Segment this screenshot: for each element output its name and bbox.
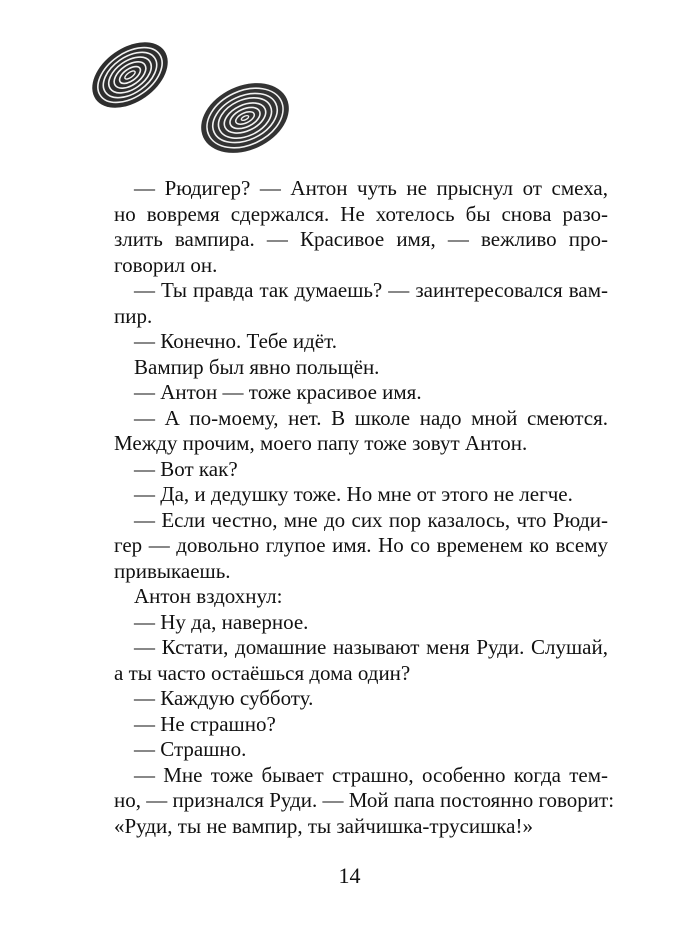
text-line: но вовремя сдержался. Не хотелось бы снова разо- (114, 201, 608, 226)
text-line: — А по-моему, нет. В школе надо мной смеются. (134, 405, 608, 430)
page-number: 14 (338, 863, 361, 888)
text-line: — Ты правда так думаешь? — заинтересовался вам- (134, 278, 608, 302)
text-line: пир. (114, 303, 153, 328)
text-line: — Если честно, мне до сих пор казалось, что Рюди- (134, 507, 608, 532)
text-line: — Вот как? (134, 456, 238, 481)
fingerprint-icon (80, 29, 180, 121)
text-line: «Руди, ты не вампир, ты зайчишка-трусишка!» (114, 813, 533, 838)
text-line: но, — признался Руди. — Мой папа постоянно говорит: (114, 788, 615, 812)
text-line: говорил он. (114, 252, 218, 277)
text-line: а ты часто остаёшься дома один? (114, 660, 411, 685)
text-line: — Каждую субботу. (134, 686, 314, 710)
text-line: гер — довольно глупое имя. Но со временем ко всему (114, 533, 608, 557)
text-line: привыкаешь. (114, 558, 231, 583)
text-line: — Конечно. Тебе идёт. (134, 329, 337, 353)
fingerprint-icon (190, 70, 300, 167)
text-line: — Мне тоже бывает страшно, особенно когда тем- (134, 762, 608, 787)
text-line: Между прочим, моего папу тоже зовут Антон. (114, 431, 528, 455)
text-line: — Не страшно? (134, 711, 276, 736)
text-line: — Кстати, домашние называют меня Руди. Слушай, (134, 635, 608, 659)
text-line: злить вампира. — Красивое имя, — вежливо про- (114, 227, 608, 251)
body-text (114, 176, 615, 839)
text-line: — Рюдигер? — Антон чуть не прыснул от смеха, (134, 176, 608, 200)
text-line: — Ну да, наверное. (134, 609, 309, 634)
text-line: — Страшно. (134, 737, 247, 761)
text-line: — Антон — тоже красивое имя. (134, 380, 422, 404)
text-line: Антон вздохнул: (134, 584, 283, 608)
text-line: Вампир был явно польщён. (134, 354, 380, 379)
fingerprints-illustration (80, 20, 340, 170)
text-line: — Да, и дедушку тоже. Но мне от этого не легче. (134, 482, 573, 506)
